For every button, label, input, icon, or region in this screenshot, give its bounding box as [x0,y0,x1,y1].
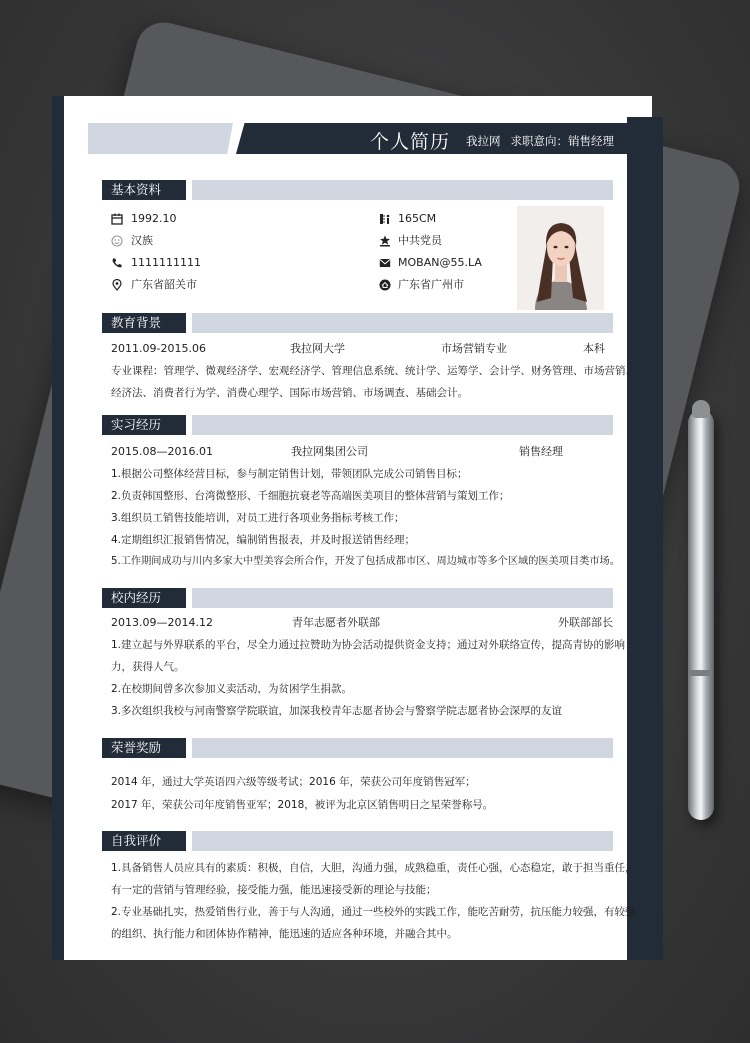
header-intention: 求职意向：销售经理 [510,134,614,148]
intern-company: 我拉网集团公司 [291,445,368,458]
section-honors-title: 荣誉奖励 [102,738,186,758]
height-icon [379,213,391,225]
ethnicity-icon [111,235,123,247]
residence-value: 广东省广州市 [398,278,464,291]
honor-item: 2014 年，通过大学英语四六级等级考试；2016 年，荣获公司年度销售冠军； [111,776,476,788]
campus-period: 2013.09—2014.12 [111,616,213,629]
profile-photo [517,206,604,310]
politics-value: 中共党员 [398,234,442,247]
section-honors-bar [192,738,613,758]
edu-courses-line-2: 经济法、消费者行为学、消费心理学、国际市场营销、市场调查、基础会计。 [111,387,468,399]
section-self-title: 自我评价 [102,831,186,851]
hometown-value: 广东省韶关市 [131,278,197,291]
campus-item: 1.建立起与外界联系的平台，尽全力通过拉赞助为协会活动提供资金支持；通过对外联络宣传，提高青协的影响 [111,639,626,651]
edu-degree: 本科 [583,342,605,355]
paper-right-border [627,117,663,960]
intern-period: 2015.08—2016.01 [111,445,213,458]
section-self-bar [192,831,613,851]
location-pin-icon [111,279,123,291]
header-light-band [88,123,233,154]
party-icon [379,235,391,247]
section-internship-title: 实习经历 [102,415,186,435]
mail-icon [379,257,391,269]
birth-value: 1992.10 [131,212,177,225]
edu-courses-line-1: 专业课程：管理学、微观经济学、宏观经济学、管理信息系统、统计学、运筹学、会计学、财务管理、市场营销、 [111,365,636,377]
campus-role: 外联部部长 [558,616,613,629]
header-site: 我拉网 [466,134,501,148]
section-campus-bar [192,588,613,608]
section-basic-bar [192,180,613,200]
campus-item: 3.多次组织我校与河南警察学院联谊，加深我校青年志愿者协会与警察学院志愿者协会深厚的友谊 [111,705,563,717]
phone-icon [111,257,123,269]
intern-item: 1.根据公司整体经营目标，参与制定销售计划，带领团队完成公司销售目标； [111,468,468,480]
residence-icon [379,279,391,291]
section-campus-title: 校内经历 [102,588,186,608]
intern-item: 2.负责韩国整形、台湾微整形、千细胞抗衰老等高端医美项目的整体营销与策划工作； [111,490,510,502]
section-education-title: 教育背景 [102,313,186,333]
phone-value: 1111111111 [131,256,201,269]
intern-role: 销售经理 [519,445,563,458]
self-item: 有一定的营销与管理经验，接受能力强，能迅速接受新的理论与技能； [111,884,437,896]
pen-decoration [688,410,714,820]
calendar-icon [111,213,123,225]
email-value: MOBAN@55.LA [398,256,482,269]
section-basic-title: 基本资料 [102,180,186,200]
section-internship-bar [192,415,613,435]
ethnicity-value: 汉族 [131,234,153,247]
campus-org: 青年志愿者外联部 [292,616,380,629]
height-value: 165CM [398,212,437,225]
section-education-bar [192,313,613,333]
resume-title: 个人简历 [370,131,451,153]
edu-major: 市场营销专业 [441,342,507,355]
campus-item: 力，获得人气。 [111,661,185,673]
header-subtitle [466,133,614,149]
self-item: 的组织、执行能力和团体协作精神，能迅速的适应各种环境，并融合其中。 [111,928,458,940]
edu-period: 2011.09-2015.06 [111,342,206,355]
intern-item: 3.组织员工销售技能培训，对员工进行各项业务指标考核工作； [111,512,405,524]
campus-item: 2.在校期间曾多次参加义卖活动，为贫困学生捐款。 [111,683,353,695]
honor-item: 2017 年，荣获公司年度销售亚军；2018，被评为北京区销售明日之星荣誉称号。 [111,799,494,811]
self-item: 1.具备销售人员应具有的素质：积极，自信，大胆，沟通力强，成熟稳重，责任心强，心态稳定，敢于担当重任， [111,862,636,874]
edu-school: 我拉网大学 [290,342,345,355]
intern-item: 4.定期组织汇报销售情况，编制销售报表，并及时报送销售经理； [111,534,416,546]
self-item: 2.专业基础扎实，热爱销售行业，善于与人沟通，通过一些校外的实践工作，能吃苦耐劳，抗压能力较强，有较强 [111,906,636,918]
intern-item: 5.工作期间成功与川内多家大中型美容会所合作，开发了包括成都市区、周边城市等多个区域的医美项目类市场。 [111,556,620,567]
